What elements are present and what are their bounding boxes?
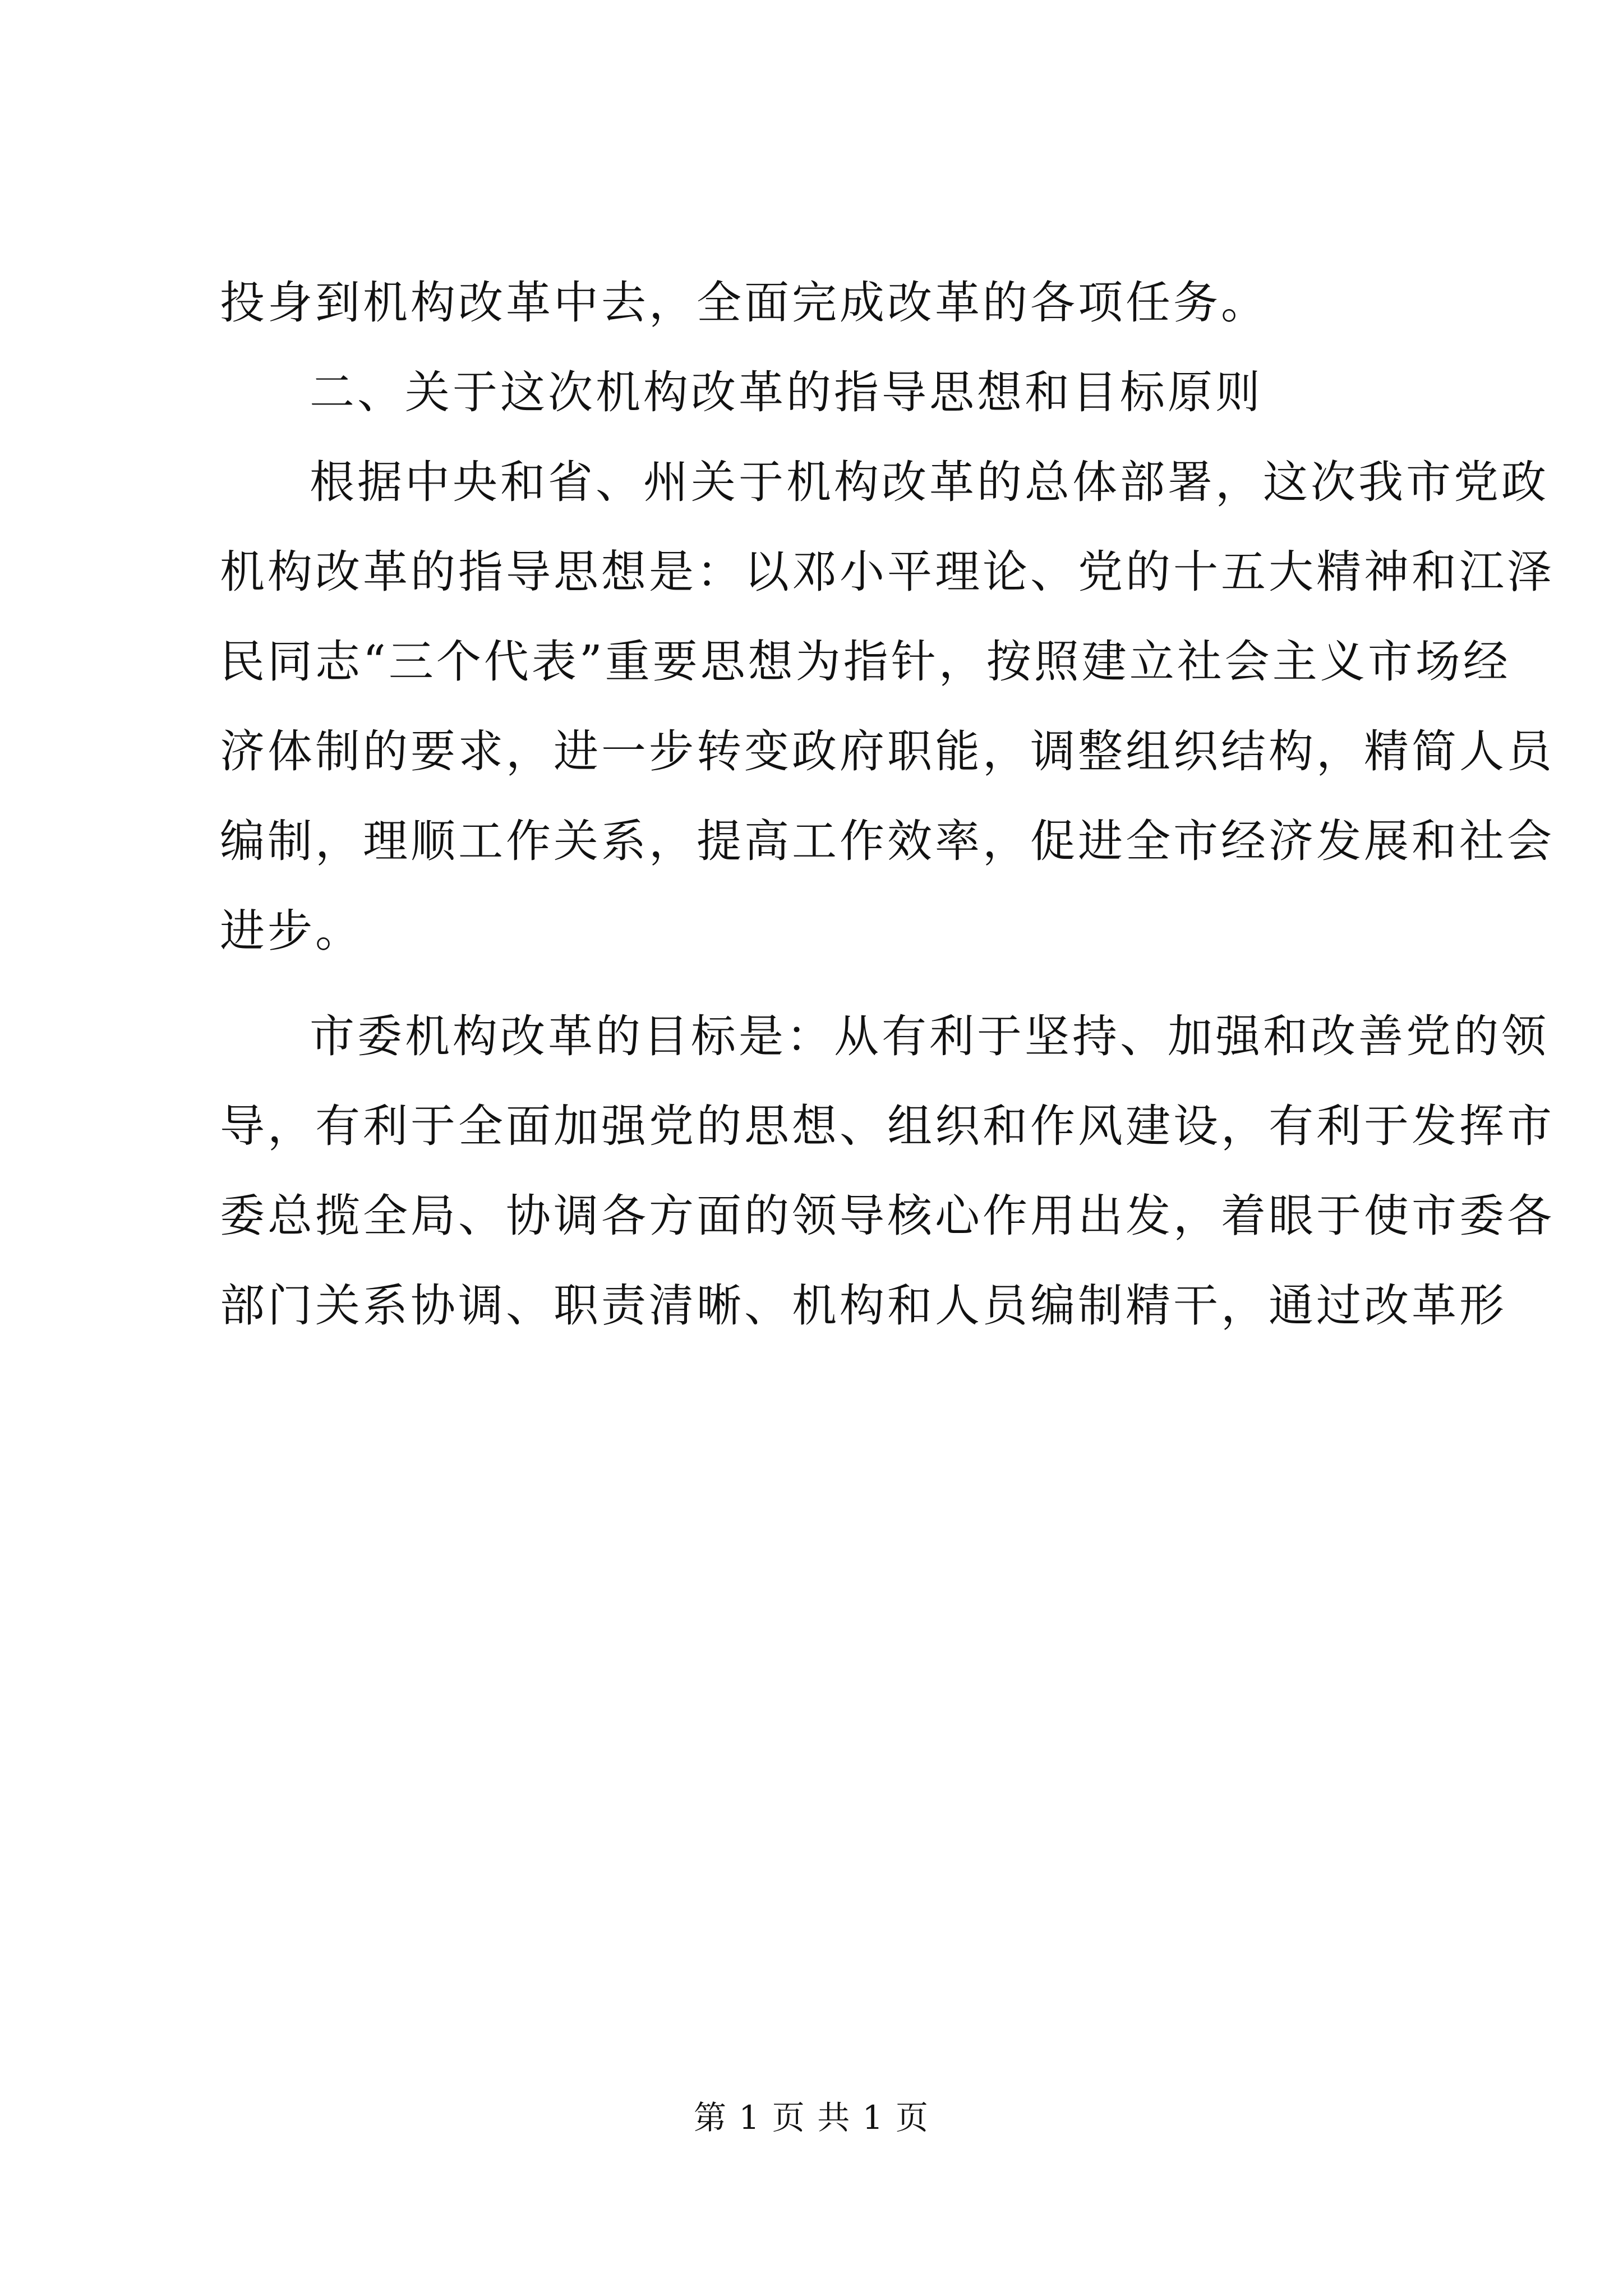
text-line: 编制，理顺工作关系，提高工作效率，促进全市经济发展和社会 xyxy=(220,815,1555,867)
page-footer: 第 1 页 共 1 页 xyxy=(694,2099,929,2137)
section-heading: 二、关于这次机构改革的指导思想和目标原则 xyxy=(310,366,1263,418)
text-line: 进步。 xyxy=(220,905,363,957)
paragraph-gap xyxy=(220,976,1431,992)
text-line: 机构改革的指导思想是：以邓小平理论、党的十五大精神和江泽 xyxy=(220,546,1555,598)
text-line: 导，有利于全面加强党的思想、组织和作风建设，有利于发挥市 xyxy=(220,1100,1555,1152)
document-body xyxy=(220,258,1555,1351)
text-line: 根据中央和省、州关于机构改革的总体部署，这次我市党政 xyxy=(310,456,1549,508)
text-line: 部门关系协调、职责清晰、机构和人员编制精干，通过改革形 xyxy=(220,1280,1507,1332)
text-line: 投身到机构改革中去，全面完成改革的各项任务。 xyxy=(220,277,1269,329)
text-line: 济体制的要求，进一步转变政府职能，调整组织结构，精简人员 xyxy=(220,725,1555,777)
text-line: 民同志“三个代表”重要思想为指针，按照建立社会主义市场经 xyxy=(220,636,1511,688)
text-line: 市委机构改革的目标是：从有利于坚持、加强和改善党的领 xyxy=(310,1010,1549,1062)
text-line: 委总揽全局、协调各方面的领导核心作用出发，着眼于使市委各 xyxy=(220,1190,1555,1242)
